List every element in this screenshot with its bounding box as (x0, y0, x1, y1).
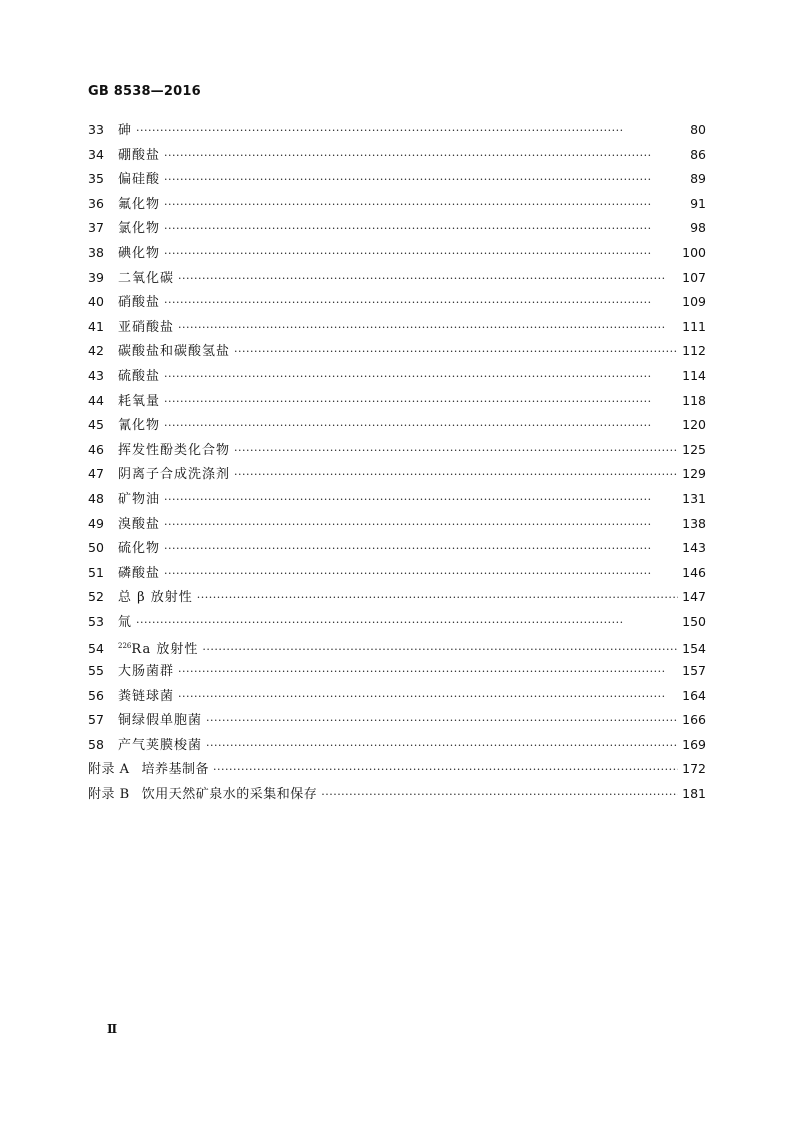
toc-entry[interactable] (88, 438, 706, 463)
toc-entry-page: 146 (682, 564, 706, 580)
toc-entry-title: 大肠菌群 (118, 664, 175, 680)
leader-dots (234, 439, 678, 464)
toc-entry-number: 49 (88, 515, 104, 531)
leader-dots (178, 267, 678, 292)
toc-entry-page: 129 (682, 466, 706, 482)
toc-appendix-entry[interactable] (88, 782, 706, 807)
toc-entry-page: 91 (690, 195, 706, 211)
leader-dots (164, 562, 678, 587)
toc-entry-title: 亚硝酸盐 (118, 319, 175, 335)
toc-entry-page: 112 (682, 343, 706, 359)
toc-entry[interactable] (88, 536, 706, 561)
toc-entry-number: 58 (88, 736, 104, 752)
leader-dots (234, 340, 678, 365)
toc-entry-title: 硫化物 (118, 541, 161, 557)
toc-entry-number: 51 (88, 564, 104, 580)
toc-entry-number: 40 (88, 294, 104, 310)
toc-entry-number: 42 (88, 343, 104, 359)
leader-dots (136, 119, 680, 144)
toc-entry[interactable] (88, 241, 706, 266)
toc-entry[interactable] (88, 413, 706, 438)
leader-dots (197, 586, 678, 611)
toc-entry-page: 169 (682, 736, 706, 752)
toc-entry-page: 172 (682, 761, 706, 777)
toc-entry[interactable] (88, 266, 706, 291)
toc-entry-title: 铜绿假单胞菌 (118, 713, 203, 729)
leader-dots (164, 242, 678, 267)
toc-entry[interactable] (88, 364, 706, 389)
toc-entry-title: 氯化物 (118, 221, 161, 237)
toc-entry-number: 54 (88, 641, 104, 657)
table-of-contents (88, 118, 706, 807)
toc-entry-number: 46 (88, 441, 104, 457)
toc-entry-number: 50 (88, 540, 104, 556)
toc-entry-title: 碘化物 (118, 245, 161, 261)
leader-dots (136, 611, 678, 636)
toc-entry-title: 总 β 放射性 (118, 590, 193, 606)
toc-entry-page: 120 (682, 417, 706, 433)
leader-dots (164, 414, 678, 439)
toc-entry-number: 35 (88, 171, 104, 187)
leader-dots (164, 365, 678, 390)
toc-entry-page: 100 (682, 244, 706, 260)
toc-entry-page: 164 (682, 687, 706, 703)
leader-dots (164, 390, 678, 415)
leader-dots (164, 144, 680, 169)
toc-entry[interactable] (88, 462, 706, 487)
toc-entry-number: 39 (88, 269, 104, 285)
toc-entry-page: 114 (682, 367, 706, 383)
toc-entry-page: 80 (690, 122, 706, 137)
toc-entry[interactable] (88, 561, 706, 586)
appendix-title: 饮用天然矿泉水的采集和保存 (141, 787, 318, 803)
toc-entry-number: 53 (88, 613, 104, 629)
toc-entry[interactable] (88, 167, 706, 192)
toc-entry-number: 48 (88, 490, 104, 506)
toc-entry-number: 47 (88, 466, 104, 482)
toc-entry[interactable] (88, 143, 706, 168)
toc-entry-title: 阴离子合成洗涤剂 (118, 467, 231, 483)
leader-dots (164, 291, 678, 316)
toc-entry-number: 38 (88, 244, 104, 260)
leader-dots (206, 709, 678, 734)
toc-entry-page: 118 (682, 392, 706, 408)
toc-entry[interactable] (88, 610, 706, 635)
toc-entry-page: 154 (682, 641, 706, 657)
leader-dots (178, 316, 678, 341)
leader-dots (164, 513, 678, 538)
toc-entry[interactable] (88, 708, 706, 733)
leader-dots (164, 488, 678, 513)
toc-entry-title: 磷酸盐 (118, 565, 161, 581)
toc-entry-title: 硼酸盐 (118, 147, 161, 163)
toc-entry-number: 56 (88, 687, 104, 703)
toc-entry-number: 45 (88, 417, 104, 433)
toc-entry[interactable] (88, 487, 706, 512)
leader-dots (164, 537, 678, 562)
leader-dots (164, 193, 680, 218)
toc-entry[interactable] (88, 118, 706, 143)
toc-entry[interactable] (88, 389, 706, 414)
leader-dots (164, 217, 680, 242)
toc-entry-title: 氰化物 (118, 418, 161, 434)
toc-entry-title: 二氧化碳 (118, 270, 175, 286)
toc-entry-title: 氟化物 (118, 196, 161, 212)
isotope-mass-superscript: 226 (118, 642, 132, 651)
leader-dots (213, 758, 678, 783)
toc-entry[interactable] (88, 659, 706, 684)
toc-entry-page: 89 (690, 171, 706, 187)
toc-entry-number: 33 (88, 122, 104, 137)
toc-entry-page: 157 (682, 663, 706, 679)
toc-entry-title: 挥发性酚类化合物 (118, 442, 231, 458)
toc-entry-title: 产气荚膜梭菌 (118, 737, 203, 753)
toc-entry-number: 41 (88, 318, 104, 334)
toc-entry-number: 57 (88, 712, 104, 728)
toc-entry-page: 107 (682, 269, 706, 285)
toc-entry-title: 溴酸盐 (118, 516, 161, 532)
appendix-label: 附录 B (88, 787, 130, 803)
toc-appendix-entry[interactable] (88, 757, 706, 782)
leader-dots (178, 685, 678, 710)
toc-entry-title: 粪链球菌 (118, 688, 175, 704)
toc-entry-title: 氚 (118, 614, 133, 630)
toc-entry-page: 131 (682, 490, 706, 506)
toc-entry-title (118, 634, 198, 663)
toc-entry-page: 147 (682, 589, 706, 605)
toc-entry[interactable] (88, 315, 706, 340)
toc-entry-page: 143 (682, 540, 706, 556)
toc-entry-number: 52 (88, 589, 104, 605)
leader-dots (178, 660, 678, 685)
toc-entry-number: 44 (88, 392, 104, 408)
toc-entry-title: 偏硅酸 (118, 172, 161, 188)
toc-entry-title-text: Ra 放射性 (131, 642, 199, 658)
toc-entry-page: 150 (682, 613, 706, 629)
toc-entry[interactable] (88, 585, 706, 610)
toc-entry[interactable] (88, 339, 706, 364)
toc-entry-title: 耗氧量 (118, 393, 161, 409)
toc-entry-title: 砷 (118, 123, 133, 138)
toc-entry[interactable] (88, 290, 706, 315)
toc-entry-page: 166 (682, 712, 706, 728)
appendix-label: 附录 A (88, 762, 130, 778)
toc-entry[interactable] (88, 192, 706, 217)
toc-entry[interactable] (88, 216, 706, 241)
toc-entry[interactable] (88, 634, 706, 659)
toc-entry-page: 86 (690, 146, 706, 162)
leader-dots (234, 463, 678, 488)
toc-entry-number: 36 (88, 195, 104, 211)
page-number: Ⅱ (107, 1022, 118, 1036)
toc-entry-title: 硫酸盐 (118, 368, 161, 384)
toc-entry-number: 34 (88, 146, 104, 162)
toc-entry[interactable] (88, 512, 706, 537)
toc-entry-number: 55 (88, 663, 104, 679)
toc-entry-title: 硝酸盐 (118, 295, 161, 311)
toc-entry-title: 碳酸盐和碳酸氢盐 (118, 344, 231, 360)
toc-entry-page: 109 (682, 294, 706, 310)
appendix-title: 培养基制备 (141, 762, 210, 778)
toc-entry-page: 138 (682, 515, 706, 531)
standard-code-header: GB 8538—2016 (88, 84, 201, 99)
toc-entry-number: 43 (88, 367, 104, 383)
leader-dots (164, 168, 680, 193)
toc-entry-page: 181 (682, 786, 706, 802)
toc-entry-page: 98 (690, 220, 706, 236)
toc-entry-title: 矿物油 (118, 491, 161, 507)
leader-dots (321, 783, 678, 808)
toc-entry-page: 125 (682, 441, 706, 457)
toc-entry-number: 37 (88, 220, 104, 236)
leader-dots (206, 734, 678, 759)
toc-entry-page: 111 (682, 318, 706, 334)
toc-entry[interactable] (88, 733, 706, 758)
toc-entry[interactable] (88, 684, 706, 709)
